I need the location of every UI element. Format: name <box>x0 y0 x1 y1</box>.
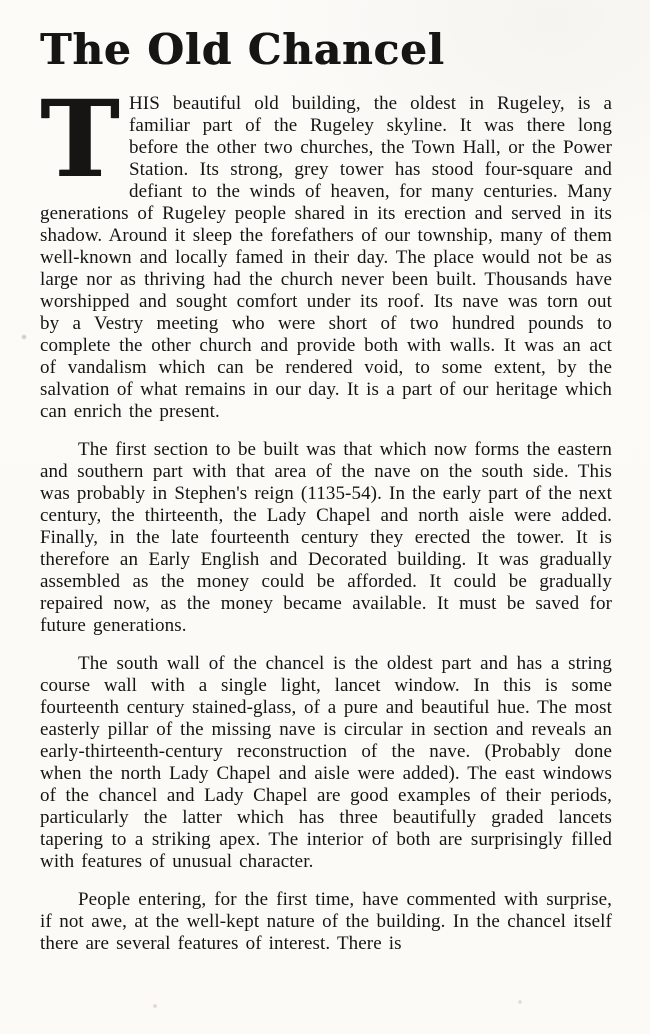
paragraph-2: The first section to be built was that which now forms the eastern and southern part with that area of the nave on the south side. This was probably in Stephen's reign (1135-54). In the early part of the next century, the thirteenth, the Lady Chapel and north aisle were added. Finally, in the late fourteenth century they erected the tower. It is therefore an Early English and Decorated building. It was gradually assembled as the money could be afforded. It could be gradually repaired now, as the money became available. It must be saved for future generations. <box>40 439 612 636</box>
page-title: The Old Chancel <box>40 25 445 74</box>
paragraph-4: People entering, for the first time, have commented with surprise, if not awe, at the well-kept nature of the building. In the chancel itself there are several features of interest. There is <box>40 889 612 954</box>
drop-cap: T <box>40 76 119 201</box>
paragraph-1-text: HIS beautiful old building, the oldest in Rugeley, is a familiar part of the Rugeley skyline. It was there long before the other two churches, the Town Hall, or the Power Station. Its strong, grey tower has stood four-square and defiant to the winds of heaven, for many centuries. Many generations of Rugeley people shared in its erection and served in its shadow. Around it sleep the forefathers of our township, many of them well-known and locally famed in their day. The place would not be as large nor as thriving had the church never been built. Thousands have worshipped and sought comfort under its roof. Its nave was torn out by a Vestry meeting who were short of two hundred pounds to complete the other church and provide both with walls. It was an act of vandalism which can be rendered void, to some extent, by the salvation of what remains in our day. It is a part of our heritage which can enrich the present. <box>40 93 612 422</box>
paragraph-1 <box>40 76 612 423</box>
paragraph-3: The south wall of the chancel is the oldest part and has a string course wall with a single light, lancet window. In this is some fourteenth century stained-glass, of a pure and beautiful hue. The most easterly pillar of the missing nave is circular in section and reveals an early-thirteenth-century reconstruction of the nave. (Probably done when the north Lady Chapel and aisle were added). The east windows of the chancel and Lady Chapel are good examples of their periods, particularly the latter which has three beautifully graded lancets tapering to a striking apex. The interior of both are surprisingly filled with features of unusual character. <box>40 653 612 872</box>
